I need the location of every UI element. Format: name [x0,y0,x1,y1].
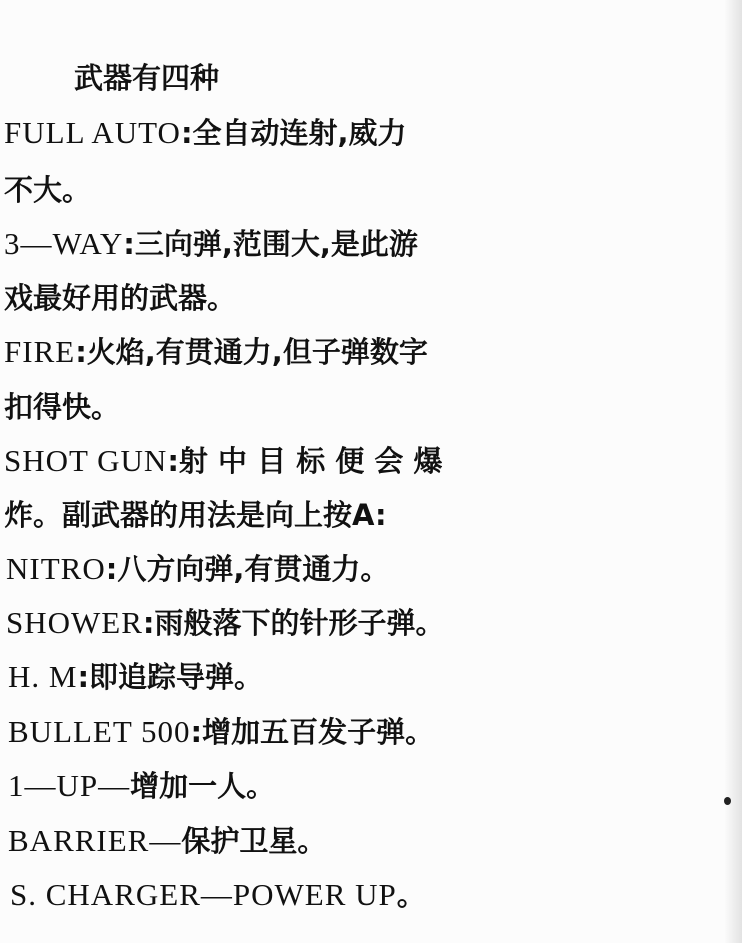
line-text: 炸。副武器的用法是向上按A: [4,498,387,532]
weapon-line [4,441,726,481]
line-latin: SHOT GUN [4,443,168,478]
line-latin: 1—UP— [8,768,131,803]
weapon-line [4,278,726,318]
line-text: :增加五百发子弹。 [190,715,435,749]
line-latin: H. M [8,659,78,694]
line-text: 不大。 [4,173,92,207]
line-latin: SHOWER [6,605,143,640]
line-text: :八方向弹,有贯通力。 [105,552,390,586]
line-latin: BARRIER— [8,823,182,858]
line-latin: BULLET 500 [8,714,191,749]
weapon-line [4,332,726,372]
line-text: 增加一人。 [130,769,276,803]
line-text: 保护卫星。 [181,824,327,858]
line-text: :三向弹,范围大,是此游 [123,227,418,261]
line-text: :即追踪导弹。 [77,660,264,694]
weapon-line [8,766,730,806]
weapon-line [4,224,726,264]
weapon-line [6,603,728,643]
weapon-line [8,821,730,861]
line-latin: FULL AUTO [4,115,181,150]
line-text: 戏最好用的武器。 [4,281,237,315]
weapon-line [6,549,728,589]
weapon-heading: 武器有四种 [74,61,220,95]
line-latin: FIRE [4,334,76,369]
line-latin: 3—WAY [4,226,124,261]
weapon-line [4,495,726,535]
line-text: :射 中 目 标 便 会 爆 [167,444,443,478]
weapon-line [8,712,730,752]
line-latin: S. CHARGER—POWER UP [10,877,397,912]
line-text: :火焰,有贯通力,但子弹数字 [75,335,428,369]
line-text: 扣得快。 [4,390,121,424]
line-text: :雨般落下的针形子弹。 [142,606,445,640]
line-text: 。 [396,878,426,912]
weapon-line [8,657,730,697]
weapon-line [10,875,732,915]
weapon-line [4,170,726,210]
weapon-line [4,113,726,153]
line-latin: NITRO [6,551,106,586]
line-text: :全自动连射,威力 [180,116,407,150]
weapon-line [4,387,726,427]
